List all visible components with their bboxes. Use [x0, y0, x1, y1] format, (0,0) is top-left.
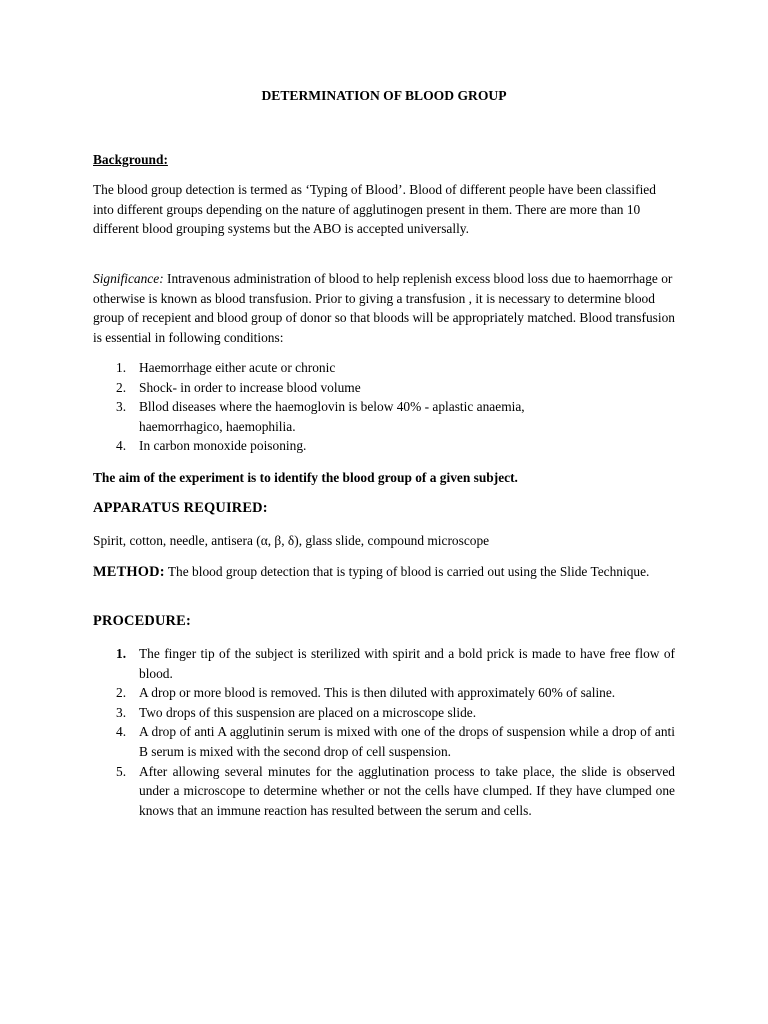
list-item: [93, 644, 675, 683]
list-number: 2.: [116, 685, 127, 701]
list-number: 2.: [116, 379, 127, 395]
aim-statement: The aim of the experiment is to identify the blood group of a given subject.: [93, 470, 518, 485]
list-item-text: In carbon monoxide poisoning.: [139, 438, 307, 454]
list-item-text: Two drops of this suspension are placed on a microscope slide.: [139, 704, 477, 720]
significance-label: Significance:: [93, 271, 164, 286]
list-item-text: The finger tip of the subject is sterilized with spirit and a bold prick is made to have free flow of blood.: [139, 646, 675, 681]
significance-text: Intravenous administration of blood to help replenish excess blood loss due to haemorrhage or otherwise is known as blood transfusion. Prior to giving a transfusion , it is necessary to determine blood group of recepient and blood group of donor so that bloods will be appropriately matched. Blood transfusion is essential in following conditions:: [93, 271, 675, 345]
list-item-text: Shock- in order to increase blood volume: [139, 379, 361, 395]
background-paragraph: The blood group detection is termed as ‘Typing of Blood’. Blood of different people have been classified into different groups depending on the nature of agglutinogen present in them. There are more than 10 different blood grouping systems but the ABO is accepted universally.: [93, 182, 656, 237]
list-number: 1.: [116, 360, 127, 375]
list-item-text: A drop or more blood is removed. This is then diluted with approximately 60% of saline.: [139, 685, 616, 701]
method-block: [93, 562, 675, 583]
list-number: 4.: [116, 438, 127, 454]
conditions-list: [93, 358, 675, 456]
apparatus-text: Spirit, cotton, needle, antisera (α, β, δ), glass slide, compound microscope: [93, 533, 490, 548]
list-item: [93, 397, 675, 436]
list-number: 1.: [116, 646, 127, 661]
list-number: 3.: [116, 704, 127, 720]
background-heading: Background:: [93, 152, 168, 167]
list-item: [93, 683, 675, 703]
list-item: [93, 762, 675, 821]
procedure-heading: PROCEDURE:: [93, 613, 191, 629]
list-number: 3.: [116, 399, 127, 415]
method-text: The blood group detection that is typing of blood is carried out using the Slide Technique.: [164, 564, 650, 579]
page-title: DETERMINATION OF BLOOD GROUP: [261, 88, 507, 103]
significance-paragraph: [93, 269, 675, 347]
significance-section: [93, 269, 675, 347]
aim-block: [93, 468, 675, 488]
list-item-text: Bllod diseases where the haemoglovin is below 40% - aplastic anaemia, haemorrhagico, haemophilia.: [139, 399, 525, 434]
list-number: 4.: [116, 724, 127, 740]
conditions-list-block: [93, 358, 675, 456]
list-item: [93, 703, 675, 723]
apparatus-heading-block: [93, 499, 675, 519]
procedure-list-block: [93, 644, 675, 820]
list-item-text: After allowing several minutes for the agglutination process to take place, the slide is observed under a microscope to determine whether or not the cells have clumped. If they have clumped one knows that an immune reaction has resulted between the serum and cells.: [139, 763, 675, 818]
procedure-heading-block: [93, 612, 675, 632]
list-item: [93, 358, 675, 378]
procedure-steps: [93, 644, 675, 820]
method-label: METHOD:: [93, 564, 165, 580]
apparatus-text-block: [93, 531, 675, 551]
method-paragraph: [93, 562, 675, 583]
background-paragraph-block: [93, 180, 675, 239]
list-number: 5.: [116, 763, 127, 779]
list-item: [93, 722, 675, 761]
list-item: [93, 436, 675, 456]
list-item-text: A drop of anti A agglutinin serum is mixed with one of the drops of suspension while a drop of anti B serum is mixed with the second drop of cell suspension.: [139, 724, 675, 759]
list-item: [93, 378, 675, 398]
apparatus-heading: APPARATUS REQUIRED:: [93, 500, 268, 516]
background-section: [93, 150, 675, 170]
list-item-text: Haemorrhage either acute or chronic: [139, 360, 336, 375]
